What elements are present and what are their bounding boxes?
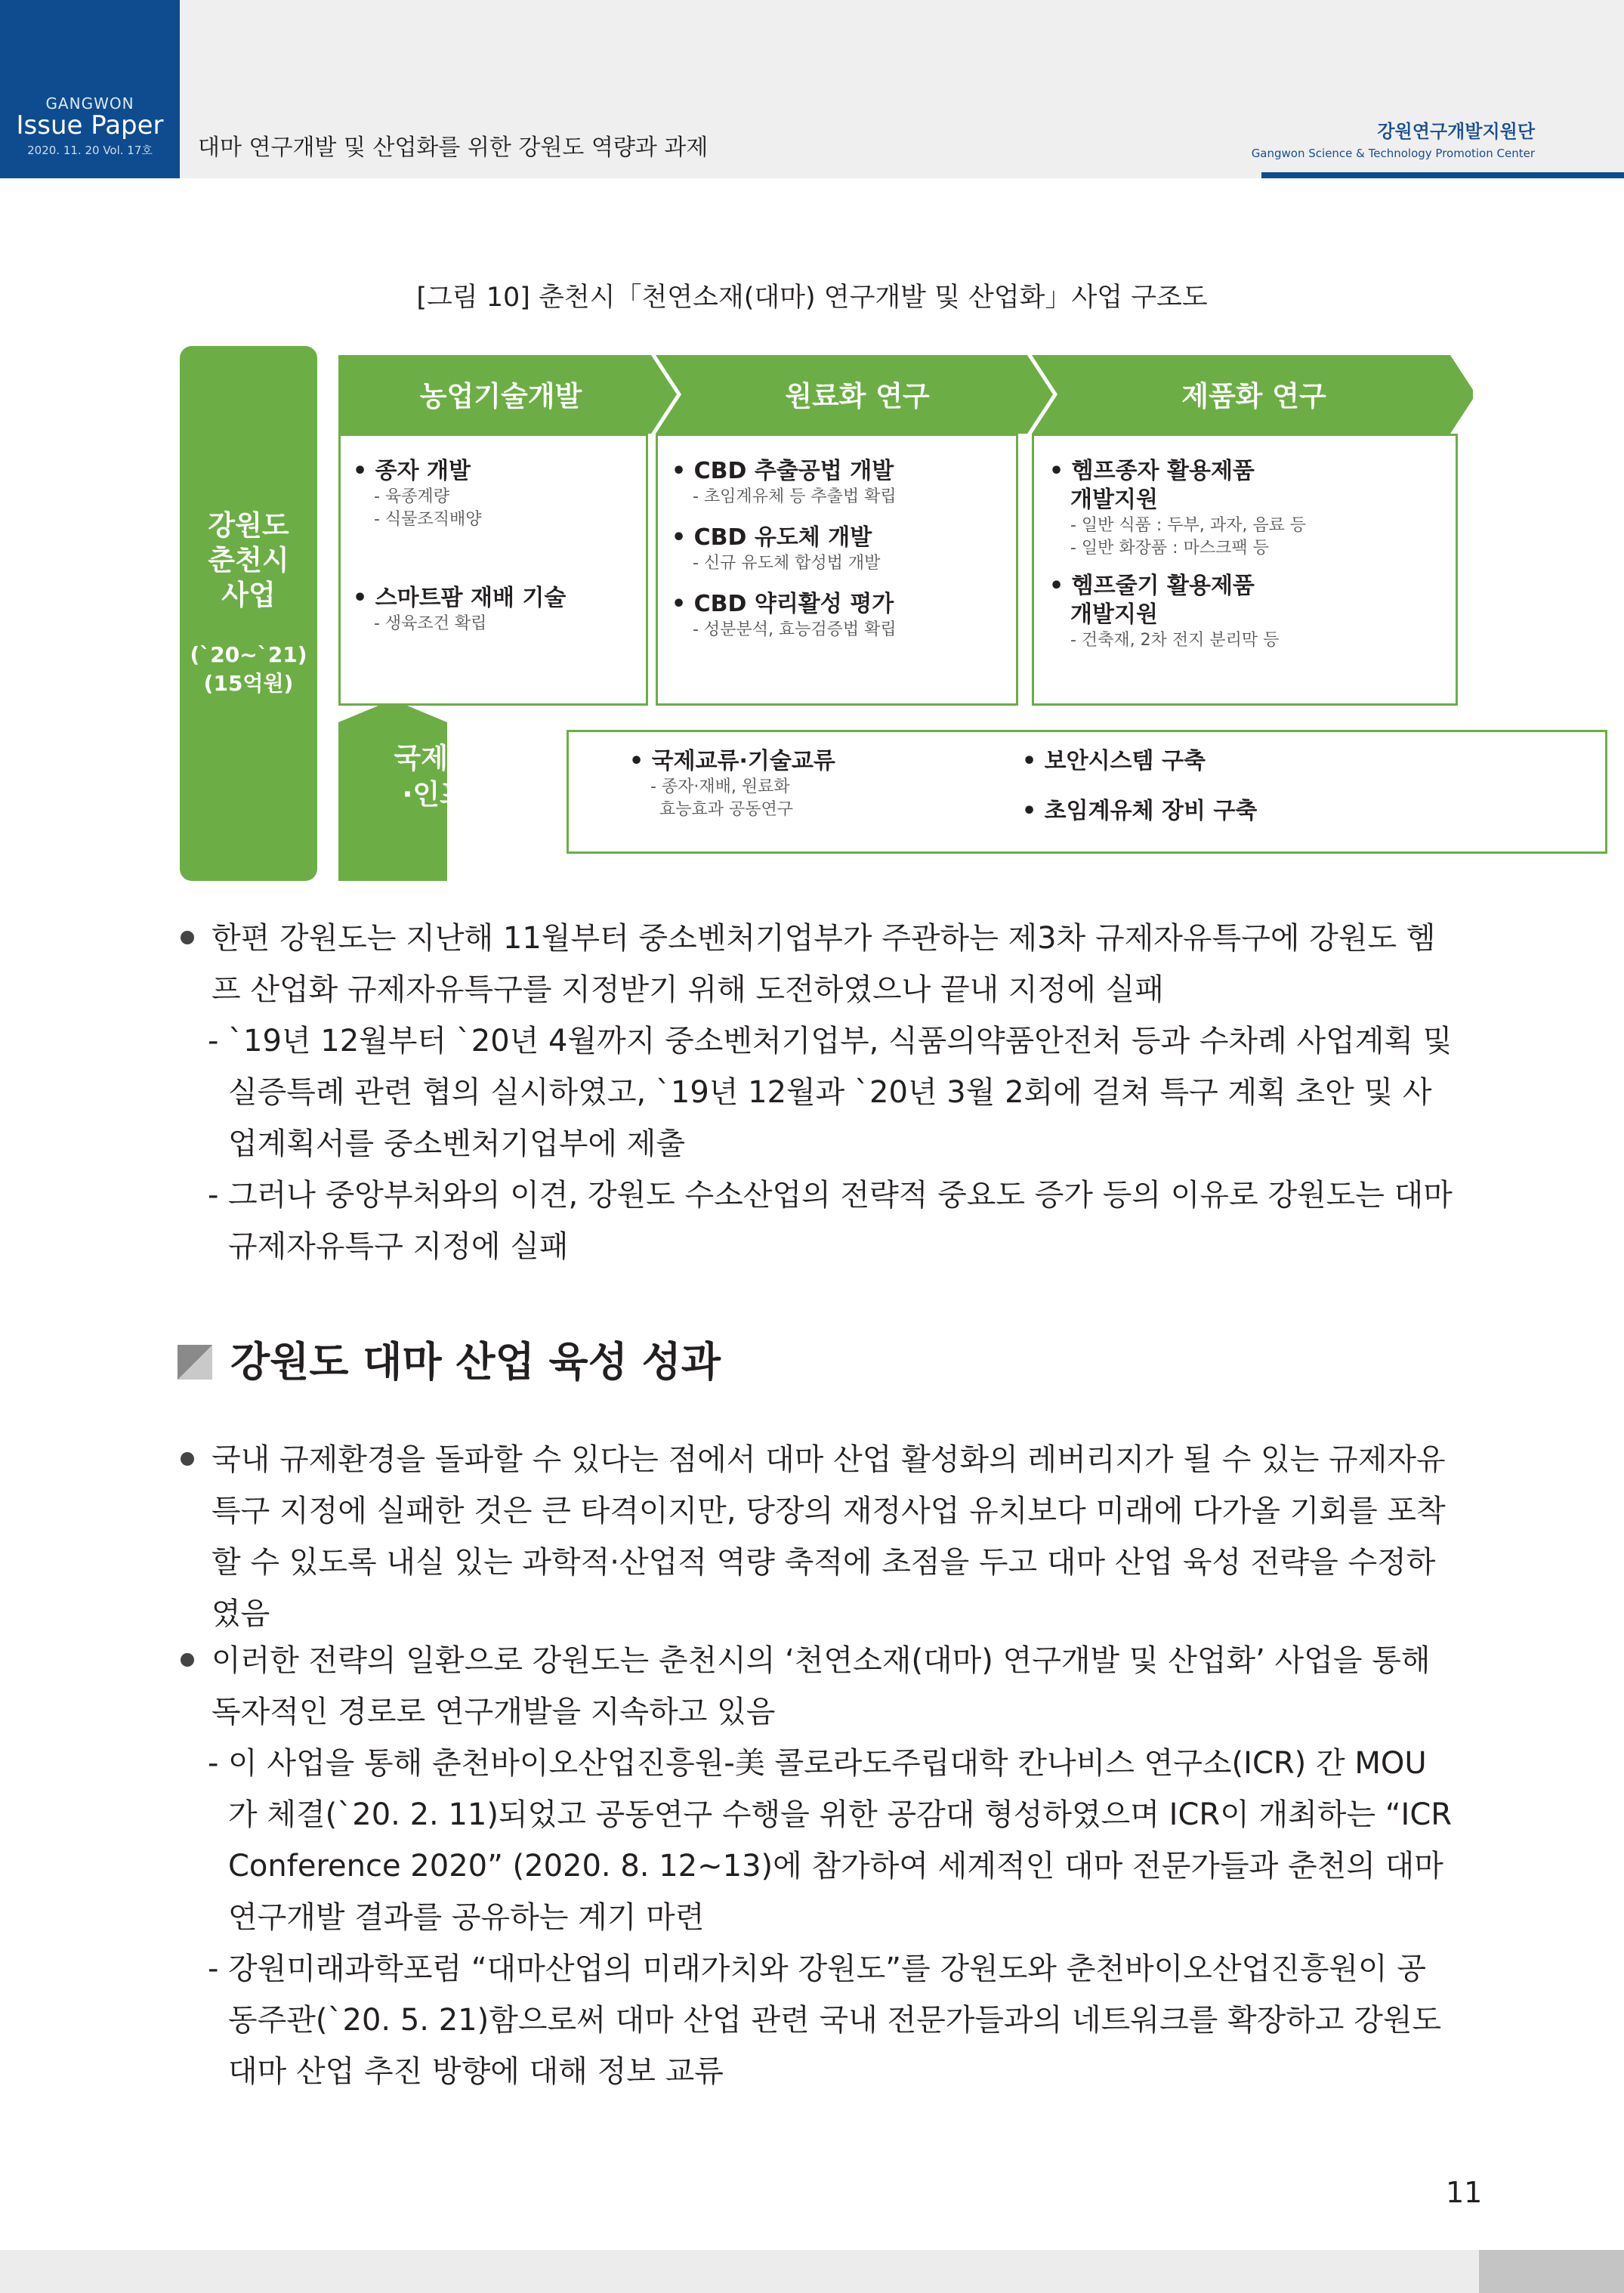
owner-line: 강원도	[208, 509, 289, 542]
material-research-box	[656, 434, 1018, 706]
dash-text: 이 사업을 통해 춘천바이오산업진흥원-美 콜로라도주립대학 칸나비스 연구소(ICR) 간 MOU가 체결(`20. 2. 11)되었고 공동연구 수행을 위한 공감대 형성하였으며 ICR이 개최하는 “ICR Conference 2020” (2020. 8. 12~13)에 참가하여 세계적인 대마 전문가들과 춘천의 대마 연구개발 결과를 공유하는 계기 마련	[228, 1746, 1453, 1935]
stage-label-3: 제품화 연구	[1181, 380, 1326, 413]
brand-gangwon: GANGWON	[45, 94, 134, 113]
dash-mark: -	[208, 1024, 219, 1058]
coop-item-2	[1022, 747, 1257, 826]
page-number: 11	[1446, 2176, 1483, 2209]
document-title: 대마 연구개발 및 산업화를 위한 강원도 역량과 과제	[198, 134, 709, 161]
owner-line: 사업	[221, 579, 276, 611]
box-item: • CBD 약리활성 평가	[672, 591, 894, 617]
box-subitem: 효능효과 공동연구	[659, 800, 794, 819]
product-research-box	[1032, 434, 1458, 706]
agri-tech-box	[338, 434, 648, 706]
stage-label-2: 원료화 연구	[785, 380, 930, 413]
owner-line: 춘천시	[208, 544, 289, 576]
coop-item-1	[629, 747, 835, 821]
dash-point	[178, 1738, 1454, 1943]
box-item: • 스마트팜 재배 기술	[353, 585, 567, 611]
project-owner-title	[180, 508, 317, 613]
box-subitem: - 일반 화장품 : 마스크팩 등	[1070, 539, 1269, 558]
page-header	[0, 0, 1624, 178]
box-item-cont: 개발지원	[1070, 487, 1158, 513]
box-item: • 보안시스템 구축	[1022, 748, 1206, 774]
dash-point	[178, 1170, 1454, 1272]
box-subitem: - 종자·재배, 원료화	[650, 777, 790, 796]
box-item: • CBD 유도체 개발	[672, 524, 872, 551]
paragraph-special-zone	[178, 913, 1454, 1272]
dash-mark: -	[208, 1746, 219, 1781]
box-subitem: - 신규 유도체 합성법 개발	[693, 554, 881, 573]
box-subitem: - 초임계유체 등 추출법 확립	[693, 487, 897, 506]
dash-text: 강원미래과학포럼 “대마산업의 미래가치와 강원도”를 강원도와 춘천바이오산업진흥원이 공동주관(`20. 5. 21)함으로써 대마 산업 관련 국내 전문가들과의 네트워크를 확장하고 강원도 대마 산업 추진 방향에 대해 정보 교류	[228, 1952, 1442, 2089]
box-item: • CBD 추출공법 개발	[672, 458, 894, 484]
box-item: • 국제교류·기술교류	[629, 748, 835, 774]
dash-text: 그러나 중앙부처와의 이견, 강원도 수소산업의 전략적 중요도 증가 등의 이유로 강원도는 대마 규제자유특구 지정에 실패	[228, 1178, 1453, 1264]
org-name-english: Gangwon Science & Technology Promotion Center	[1251, 147, 1535, 160]
dash-text: `19년 12월부터 `20년 4월까지 중소벤처기업부, 식품의약품안전처 등과 수차례 사업계획 및 실증특례 관련 협의 실시하였고, `19년 12월과 `20년 3월 2회에 걸쳐 특구 계획 초안 및 사업계획서를 중소벤처기업부에 제출	[228, 1024, 1453, 1161]
coop-infra-text	[338, 740, 557, 813]
figure-caption: [그림 10] 춘천시「천연소재(대마) 연구개발 및 산업화」사업 구조도	[416, 283, 1208, 313]
footer-accent	[1479, 2250, 1624, 2293]
coop-infra-box	[567, 730, 1607, 854]
coop-line: ·인프라	[402, 778, 494, 811]
box-subitem: - 생육조건 확립	[374, 614, 487, 633]
brand-issue-paper: Issue Paper	[16, 110, 164, 141]
dash-point	[178, 1015, 1454, 1170]
bullet-point: 한편 강원도는 지난해 11월부터 중소벤처기업부가 주관하는 제3차 규제자유특구에 강원도 헴프 산업화 규제자유특구를 지정받기 위해 도전하였으나 끝내 지정에 실패	[178, 913, 1454, 1015]
bullet-point: 국내 규제환경을 돌파할 수 있다는 점에서 대마 산업 활성화의 레버리지가 될 수 있는 규제자유특구 지정에 실패한 것은 큰 타격이지만, 당장의 재정사업 유치보다 미래에 다가올 기회를 포착할 수 있도록 내실 있는 과학적·산업적 역량 축적에 초점을 두고 대마 산업 육성 전략을 수정하였음	[178, 1434, 1454, 1639]
dash-mark: -	[208, 1952, 219, 1986]
dash-point	[178, 1943, 1454, 2097]
brand-date: 2020. 11. 20 Vol. 17호	[27, 144, 153, 157]
box-item-cont: 개발지원	[1070, 601, 1158, 628]
coop-line: 국제협력	[394, 742, 502, 774]
header-accent-line	[1261, 172, 1624, 178]
dash-mark: -	[208, 1178, 219, 1213]
box-subitem: - 육종계량	[374, 487, 449, 506]
bullet-point: 이러한 전략의 일환으로 강원도는 춘천시의 ‘천연소재(대마) 연구개발 및 산업화’ 사업을 통해 독자적인 경로로 연구개발을 지속하고 있음	[178, 1635, 1454, 1738]
box-item: • 헴프종자 활용제품	[1049, 458, 1255, 484]
box-item: • 종자 개발	[353, 458, 471, 484]
box-subitem: - 건축재, 2차 전지 분리막 등	[1070, 631, 1280, 650]
box-item: • 초임계유체 장비 구축	[1022, 798, 1258, 824]
footer-bar	[0, 2250, 1624, 2293]
issue-paper-brand	[0, 0, 180, 178]
period-line: (`20~`21)	[190, 642, 307, 667]
box-subitem: - 성분분석, 효능검증법 확립	[693, 620, 897, 639]
org-name-korean: 강원연구개발지원단	[1377, 121, 1535, 142]
budget-line: (15억원)	[203, 671, 294, 696]
project-owner-bar	[180, 346, 317, 881]
stage-label-1: 농업기술개발	[419, 380, 582, 413]
box-subitem: - 일반 식품 : 두부, 과자, 음료 등	[1070, 516, 1307, 535]
box-item: • 헴프줄기 활용제품	[1049, 573, 1255, 599]
project-period	[180, 641, 317, 698]
section-square-icon	[178, 1345, 212, 1380]
paragraph-achievements	[178, 1635, 1454, 2097]
box-subitem: - 식물조직배양	[374, 510, 482, 529]
paragraph-strategy	[178, 1434, 1454, 1639]
section-title: 강원도 대마 산업 육성 성과	[230, 1338, 721, 1386]
project-structure-diagram	[174, 340, 1473, 888]
